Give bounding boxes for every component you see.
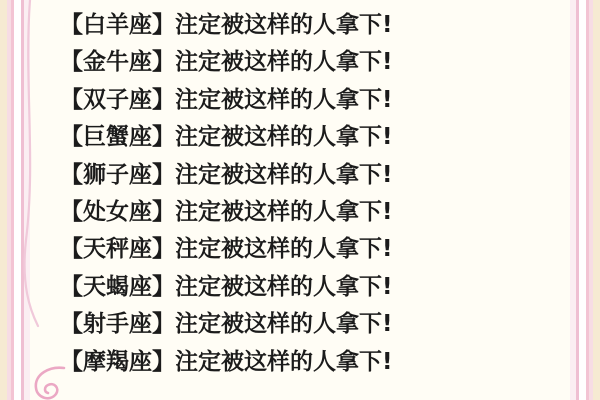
zodiac-line-text: 注定被这样的人拿下! — [175, 236, 393, 263]
list-item — [60, 269, 566, 306]
list-item — [60, 82, 566, 119]
list-item — [60, 344, 566, 381]
zodiac-sign-label: 【狮子座】 — [60, 161, 175, 188]
zodiac-line-text: 注定被这样的人拿下! — [175, 12, 393, 38]
list-item — [60, 194, 566, 231]
list-item — [60, 306, 566, 343]
zodiac-line-list — [60, 0, 566, 400]
zodiac-sign-label: 【天秤座】 — [60, 236, 175, 263]
list-item — [60, 44, 566, 81]
zodiac-line-text: 注定被这样的人拿下! — [175, 348, 393, 375]
list-item — [60, 157, 566, 194]
border-stripe — [570, 0, 576, 400]
border-stripe — [0, 0, 7, 400]
zodiac-line-text: 注定被这样的人拿下! — [175, 198, 393, 225]
border-stripe — [586, 0, 589, 400]
border-stripe — [589, 0, 593, 400]
right-decorative-border — [570, 0, 600, 400]
zodiac-line-text: 注定被这样的人拿下! — [175, 124, 393, 151]
list-item — [60, 7, 566, 44]
zodiac-sign-label: 【白羊座】 — [60, 12, 175, 38]
zodiac-sign-label: 【巨蟹座】 — [60, 124, 175, 151]
zodiac-line-text: 注定被这样的人拿下! — [175, 49, 393, 76]
zodiac-line-text: 注定被这样的人拿下! — [175, 86, 393, 113]
border-stripe — [576, 0, 579, 400]
border-stripe — [579, 0, 586, 400]
list-item — [60, 119, 566, 156]
zodiac-sign-label: 【金牛座】 — [60, 49, 175, 76]
zodiac-line-text: 注定被这样的人拿下! — [175, 311, 393, 338]
list-item — [60, 231, 566, 268]
zodiac-sign-label: 【射手座】 — [60, 311, 175, 338]
zodiac-line-text: 注定被这样的人拿下! — [175, 273, 393, 300]
zodiac-sign-label: 【天蝎座】 — [60, 273, 175, 300]
zodiac-sign-label: 【摩羯座】 — [60, 348, 175, 375]
border-stripe — [593, 0, 600, 400]
zodiac-line-text: 注定被这样的人拿下! — [175, 161, 393, 188]
zodiac-sign-label: 【处女座】 — [60, 198, 175, 225]
zodiac-sign-label: 【双子座】 — [60, 86, 175, 113]
